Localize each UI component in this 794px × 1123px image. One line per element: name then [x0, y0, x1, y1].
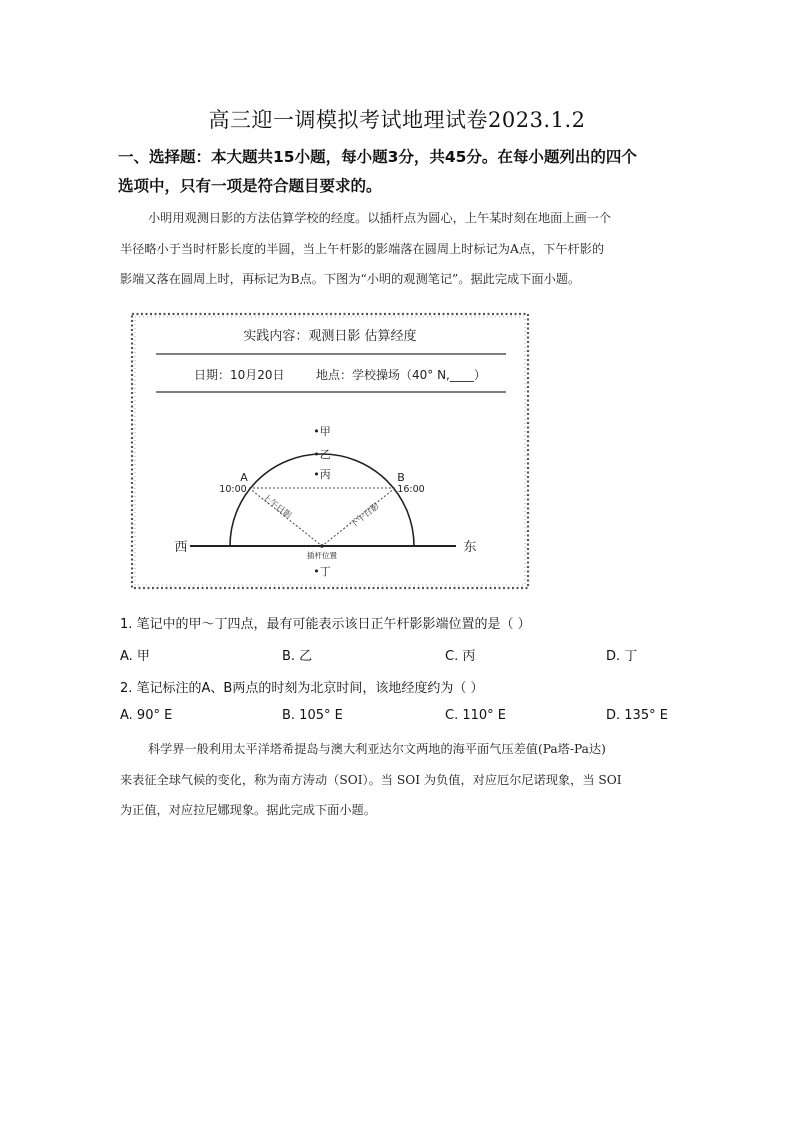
point-bing: •丙 — [313, 468, 331, 481]
pole-label: 插杆位置 — [307, 551, 337, 560]
passage2-line3: 为正值，对应拉尼娜现象。据此完成下面小题。 — [120, 803, 376, 817]
passage1-line2: 半径略小于当时杆影长度的半圆，当上午杆影的影端落在圆周上时标记为A点，下午杆影的 — [120, 242, 605, 256]
point-a-label: A — [240, 471, 248, 484]
figure-location: 地点：学校操场（40° N,____） — [316, 368, 486, 382]
question-2-stem: 2. 笔记标注的A、B两点的时刻为北京时间，该地经度约为（ ） — [120, 681, 484, 696]
figure-date: 日期：10月20日 — [194, 368, 285, 382]
question-1-option-d[interactable]: D. 丁 — [606, 649, 638, 664]
passage1-line1: 小明用观测日影的方法估算学校的经度。以插杆点为圆心，上午某时刻在地面上画一个 — [148, 211, 612, 225]
time-b-label: 16:00 — [397, 484, 425, 495]
question-2-option-d[interactable]: D. 135° E — [606, 708, 668, 723]
question-1-option-c[interactable]: C. 丙 — [445, 649, 476, 664]
pole-point — [320, 544, 324, 548]
afternoon-shadow-label: 下午日影 — [348, 501, 382, 531]
question-2-option-c[interactable]: C. 110° E — [445, 708, 507, 723]
observation-notes-figure — [128, 310, 532, 592]
figure-heading: 实践内容：观测日影 估算经度 — [243, 329, 417, 344]
question-2-option-b[interactable]: B. 105° E — [282, 708, 343, 723]
page-title: 高三迎一调模拟考试地理试卷2023.1.2 — [208, 108, 586, 132]
point-ding: •丁 — [313, 565, 331, 578]
time-a-label: 10:00 — [219, 484, 247, 495]
morning-shadow-label: 上午日影 — [260, 492, 294, 522]
point-yi: •乙 — [313, 448, 331, 461]
point-jia: •甲 — [313, 425, 331, 438]
question-2-option-a[interactable]: A. 90° E — [120, 708, 173, 723]
passage2-line2: 来表征全球气候的变化，称为南方涛动（SOI）。当 SOI 为负值，对应厄尔尼诺现象，当 SOI — [120, 773, 622, 787]
west-label: 西 — [174, 540, 188, 555]
passage2-line1: 科学界一般利用太平洋塔希提岛与澳大利亚达尔文两地的海平面气压差值(Pa塔-Pa达) — [148, 742, 606, 756]
east-label: 东 — [463, 540, 477, 555]
question-1-option-b[interactable]: B. 乙 — [282, 649, 313, 664]
question-1-option-a[interactable]: A. 甲 — [120, 649, 150, 664]
point-b-label: B — [397, 471, 405, 484]
section-instructions-line2: 选项中，只有一项是符合题目要求的。 — [118, 177, 382, 195]
passage1-line3: 影端又落在圆周上时，再标记为B点。下图为“小明的观测笔记”。据此完成下面小题。 — [120, 272, 581, 286]
question-1-stem: 1. 笔记中的甲～丁四点，最有可能表示该日正午杆影影端位置的是（ ） — [120, 617, 531, 632]
section-instructions-line1: 一、选择题：本大题共15小题，每小题3分，共45分。在每小题列出的四个 — [118, 148, 637, 166]
